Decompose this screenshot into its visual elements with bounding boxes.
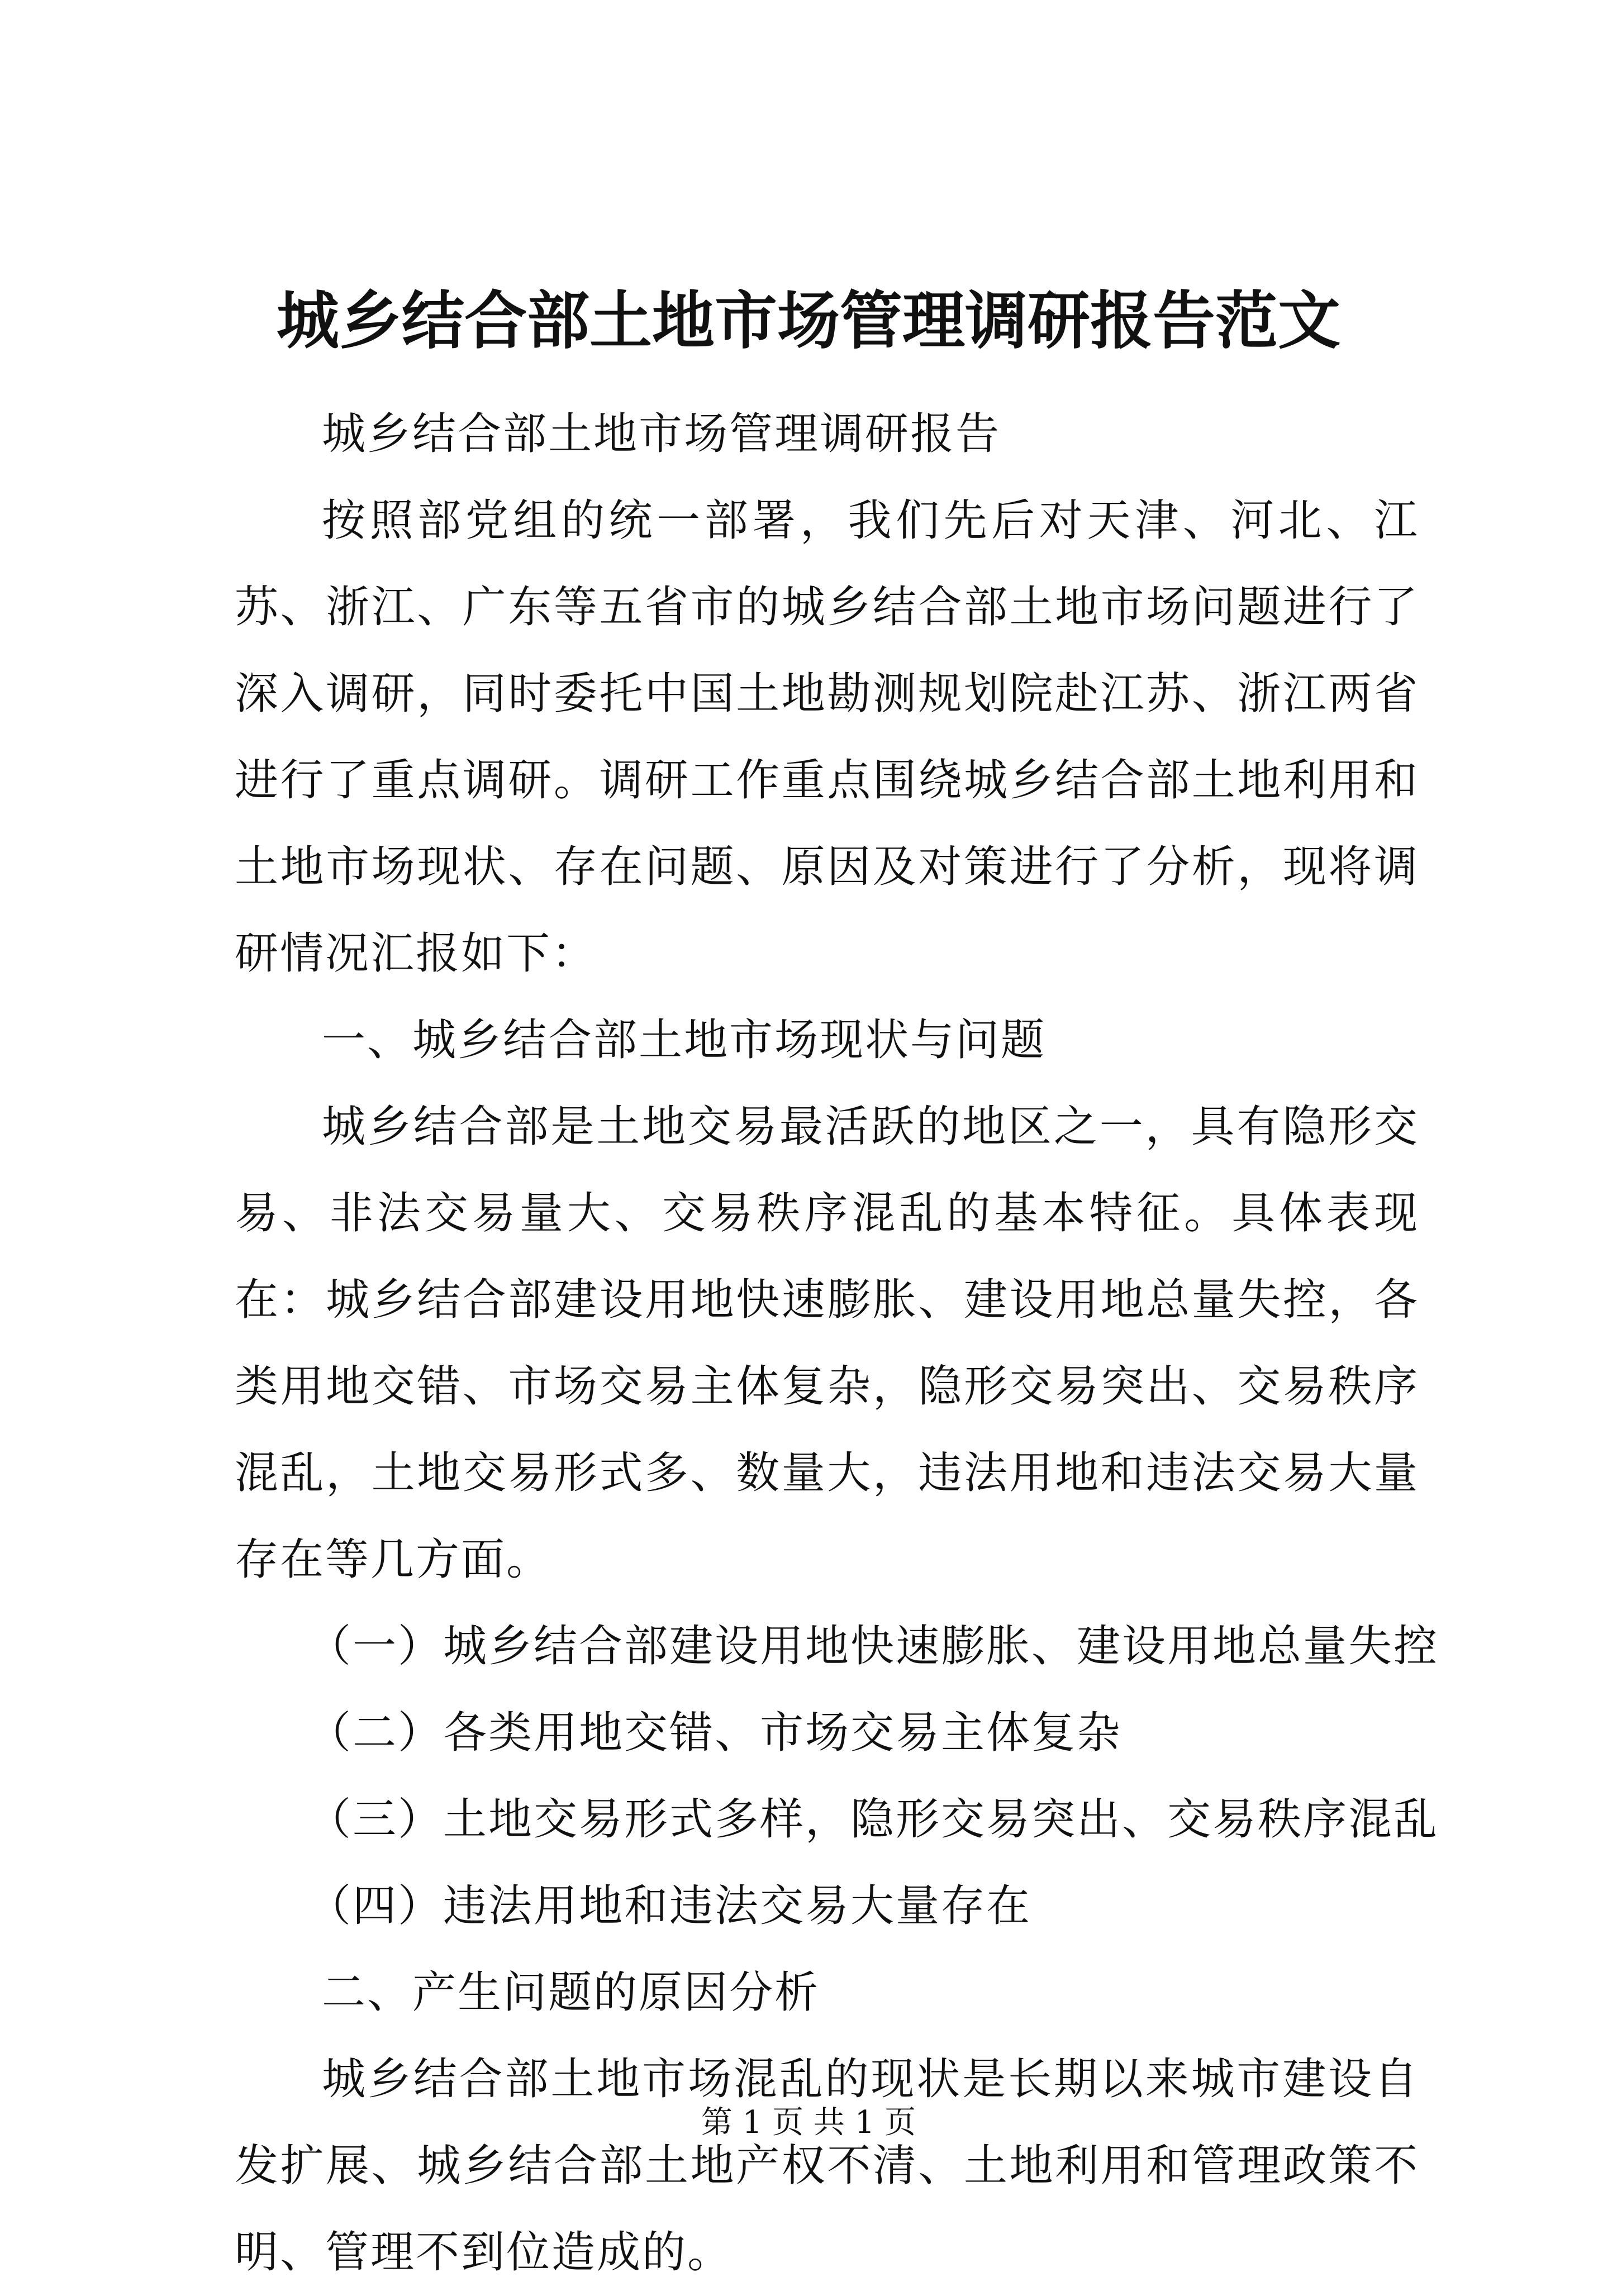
section-1-paragraph: 城乡结合部是土地交易最活跃的地区之一，具有隐形交易、非法交易量大、交易秩序混乱的基本特征。具体表现在：城乡结合部建设用地快速膨胀、建设用地总量失控，各类用地交错、市场交易主体复杂，隐形交易突出、交易秩序混乱，土地交易形式多、数量大，违法用地和违法交易大量存在等几方面。 xyxy=(235,1102,1419,1585)
subsection-heading-3: （三）土地交易形式多样，隐形交易突出、交易秩序混乱 xyxy=(307,1794,1439,1845)
section-2-paragraph: 城乡结合部土地市场混乱的现状是长期以来城市建设自发扩展、城乡结合部土地产权不清、土地利用和管理政策不明、管理不到位造成的。 xyxy=(235,2054,1419,2278)
page-footer: 第 1 页 共 1 页 xyxy=(701,2104,916,2141)
subsection-heading-1: （一）城乡结合部建设用地快速膨胀、建设用地总量失控 xyxy=(307,1621,1439,1671)
subsection-heading-4: （四）违法用地和违法交易大量存在 xyxy=(307,1881,1032,1931)
subsection-heading-2: （二）各类用地交错、市场交易主体复杂 xyxy=(307,1708,1123,1758)
report-subtitle: 城乡结合部土地市场管理调研报告 xyxy=(322,409,1001,459)
section-heading-2: 二、产生问题的原因分析 xyxy=(322,1968,820,2018)
document-body xyxy=(235,391,1439,2296)
document-title: 城乡结合部土地市场管理调研报告范文 xyxy=(277,284,1340,358)
section-heading-1: 一、城乡结合部土地市场现状与问题 xyxy=(322,1015,1047,1065)
intro-paragraph: 按照部党组的统一部署，我们先后对天津、河北、江苏、浙江、广东等五省市的城乡结合部土地市场问题进行了深入调研，同时委托中国土地勘测规划院赴江苏、浙江两省进行了重点调研。调研工作重点围绕城乡结合部土地利用和土地市场现状、存在问题、原因及对策进行了分析，现将调研情况汇报如下： xyxy=(235,496,1419,979)
